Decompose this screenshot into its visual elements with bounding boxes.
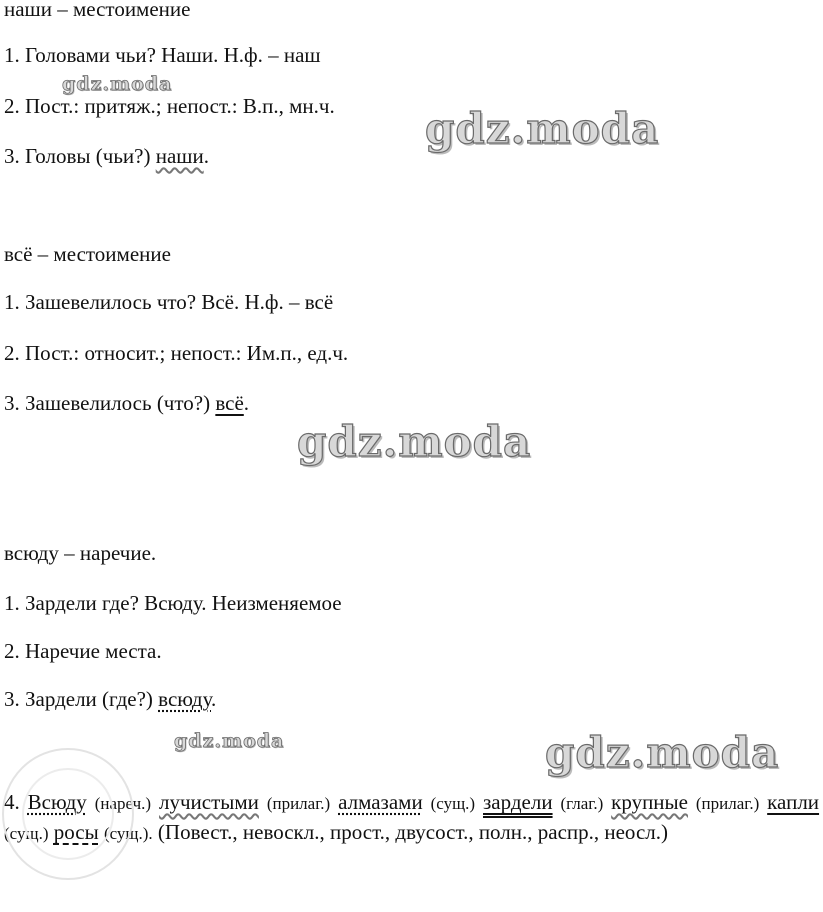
parsed-word: Всюду xyxy=(27,790,87,814)
analysis-line: 1. Головами чьи? Наши. Н.ф. – наш xyxy=(4,43,321,67)
part-of-speech-tag: (прилаг.) xyxy=(695,794,760,813)
line-suffix: . xyxy=(203,144,209,168)
line-suffix: . xyxy=(211,687,217,711)
line-prefix: 3. Зардели (где?) xyxy=(4,687,159,711)
analysis-line: 2. Наречие места. xyxy=(4,639,162,663)
item-number: 4. xyxy=(4,790,28,814)
line-prefix: 3. Головы (чьи?) xyxy=(4,144,156,168)
line-prefix: 3. Зашевелилось (что?) xyxy=(4,391,216,415)
analysis-line: 2. Пост.: притяж.; непост.: В.п., мн.ч. xyxy=(4,94,335,118)
analysis-line xyxy=(4,143,209,169)
watermark-logo: gdz.moda xyxy=(174,730,285,752)
parsed-word: капли xyxy=(767,790,820,814)
parsed-word: росы xyxy=(53,820,99,844)
watermark-logo: gdz.moda xyxy=(545,728,780,777)
parsed-word: лучистыми xyxy=(159,790,259,814)
part-of-speech-tag: (глаг.) xyxy=(560,794,604,813)
line-suffix: . xyxy=(243,391,250,415)
section-heading-nashi: наши – местоимение xyxy=(4,0,191,21)
analysis-line: 1. Зашевелилось что? Всё. Н.ф. – всё xyxy=(4,290,334,314)
parsed-word: зардели xyxy=(483,790,553,814)
underlined-word: всюду xyxy=(158,687,211,711)
parsed-word: крупные xyxy=(611,790,688,814)
part-of-speech-tag: (нареч.) xyxy=(94,794,152,813)
watermark-logo: gdz.moda xyxy=(425,104,660,153)
part-of-speech-tag: (сущ.) xyxy=(430,794,476,813)
stamp-seal-inner xyxy=(22,768,114,860)
underlined-word: всё xyxy=(215,391,244,415)
watermark-logo: gdz.moda xyxy=(62,73,173,95)
section-heading-vsyudu: всюду – наречие. xyxy=(4,541,157,565)
parsed-word: алмазами xyxy=(338,790,423,814)
watermark-logo: gdz.moda xyxy=(297,417,532,466)
section-heading-vse: всё – местоимение xyxy=(4,242,171,266)
part-of-speech-tag: (сущ.). xyxy=(103,824,153,843)
analysis-line xyxy=(4,390,249,416)
analysis-line xyxy=(4,686,216,712)
part-of-speech-tag: (сущ.) xyxy=(4,824,49,843)
underlined-word: наши xyxy=(155,144,204,168)
part-of-speech-tag: (прилаг.) xyxy=(266,794,331,813)
analysis-line: 1. Зардели где? Всюду. Неизменяемое xyxy=(4,591,342,615)
stamp-seal xyxy=(2,748,134,880)
analysis-line: 2. Пост.: относит.; непост.: Им.п., ед.ч. xyxy=(4,341,349,365)
sentence-characteristics: (Повест., невоскл., прост., двусост., полн., распр., неосл.) xyxy=(157,820,669,844)
